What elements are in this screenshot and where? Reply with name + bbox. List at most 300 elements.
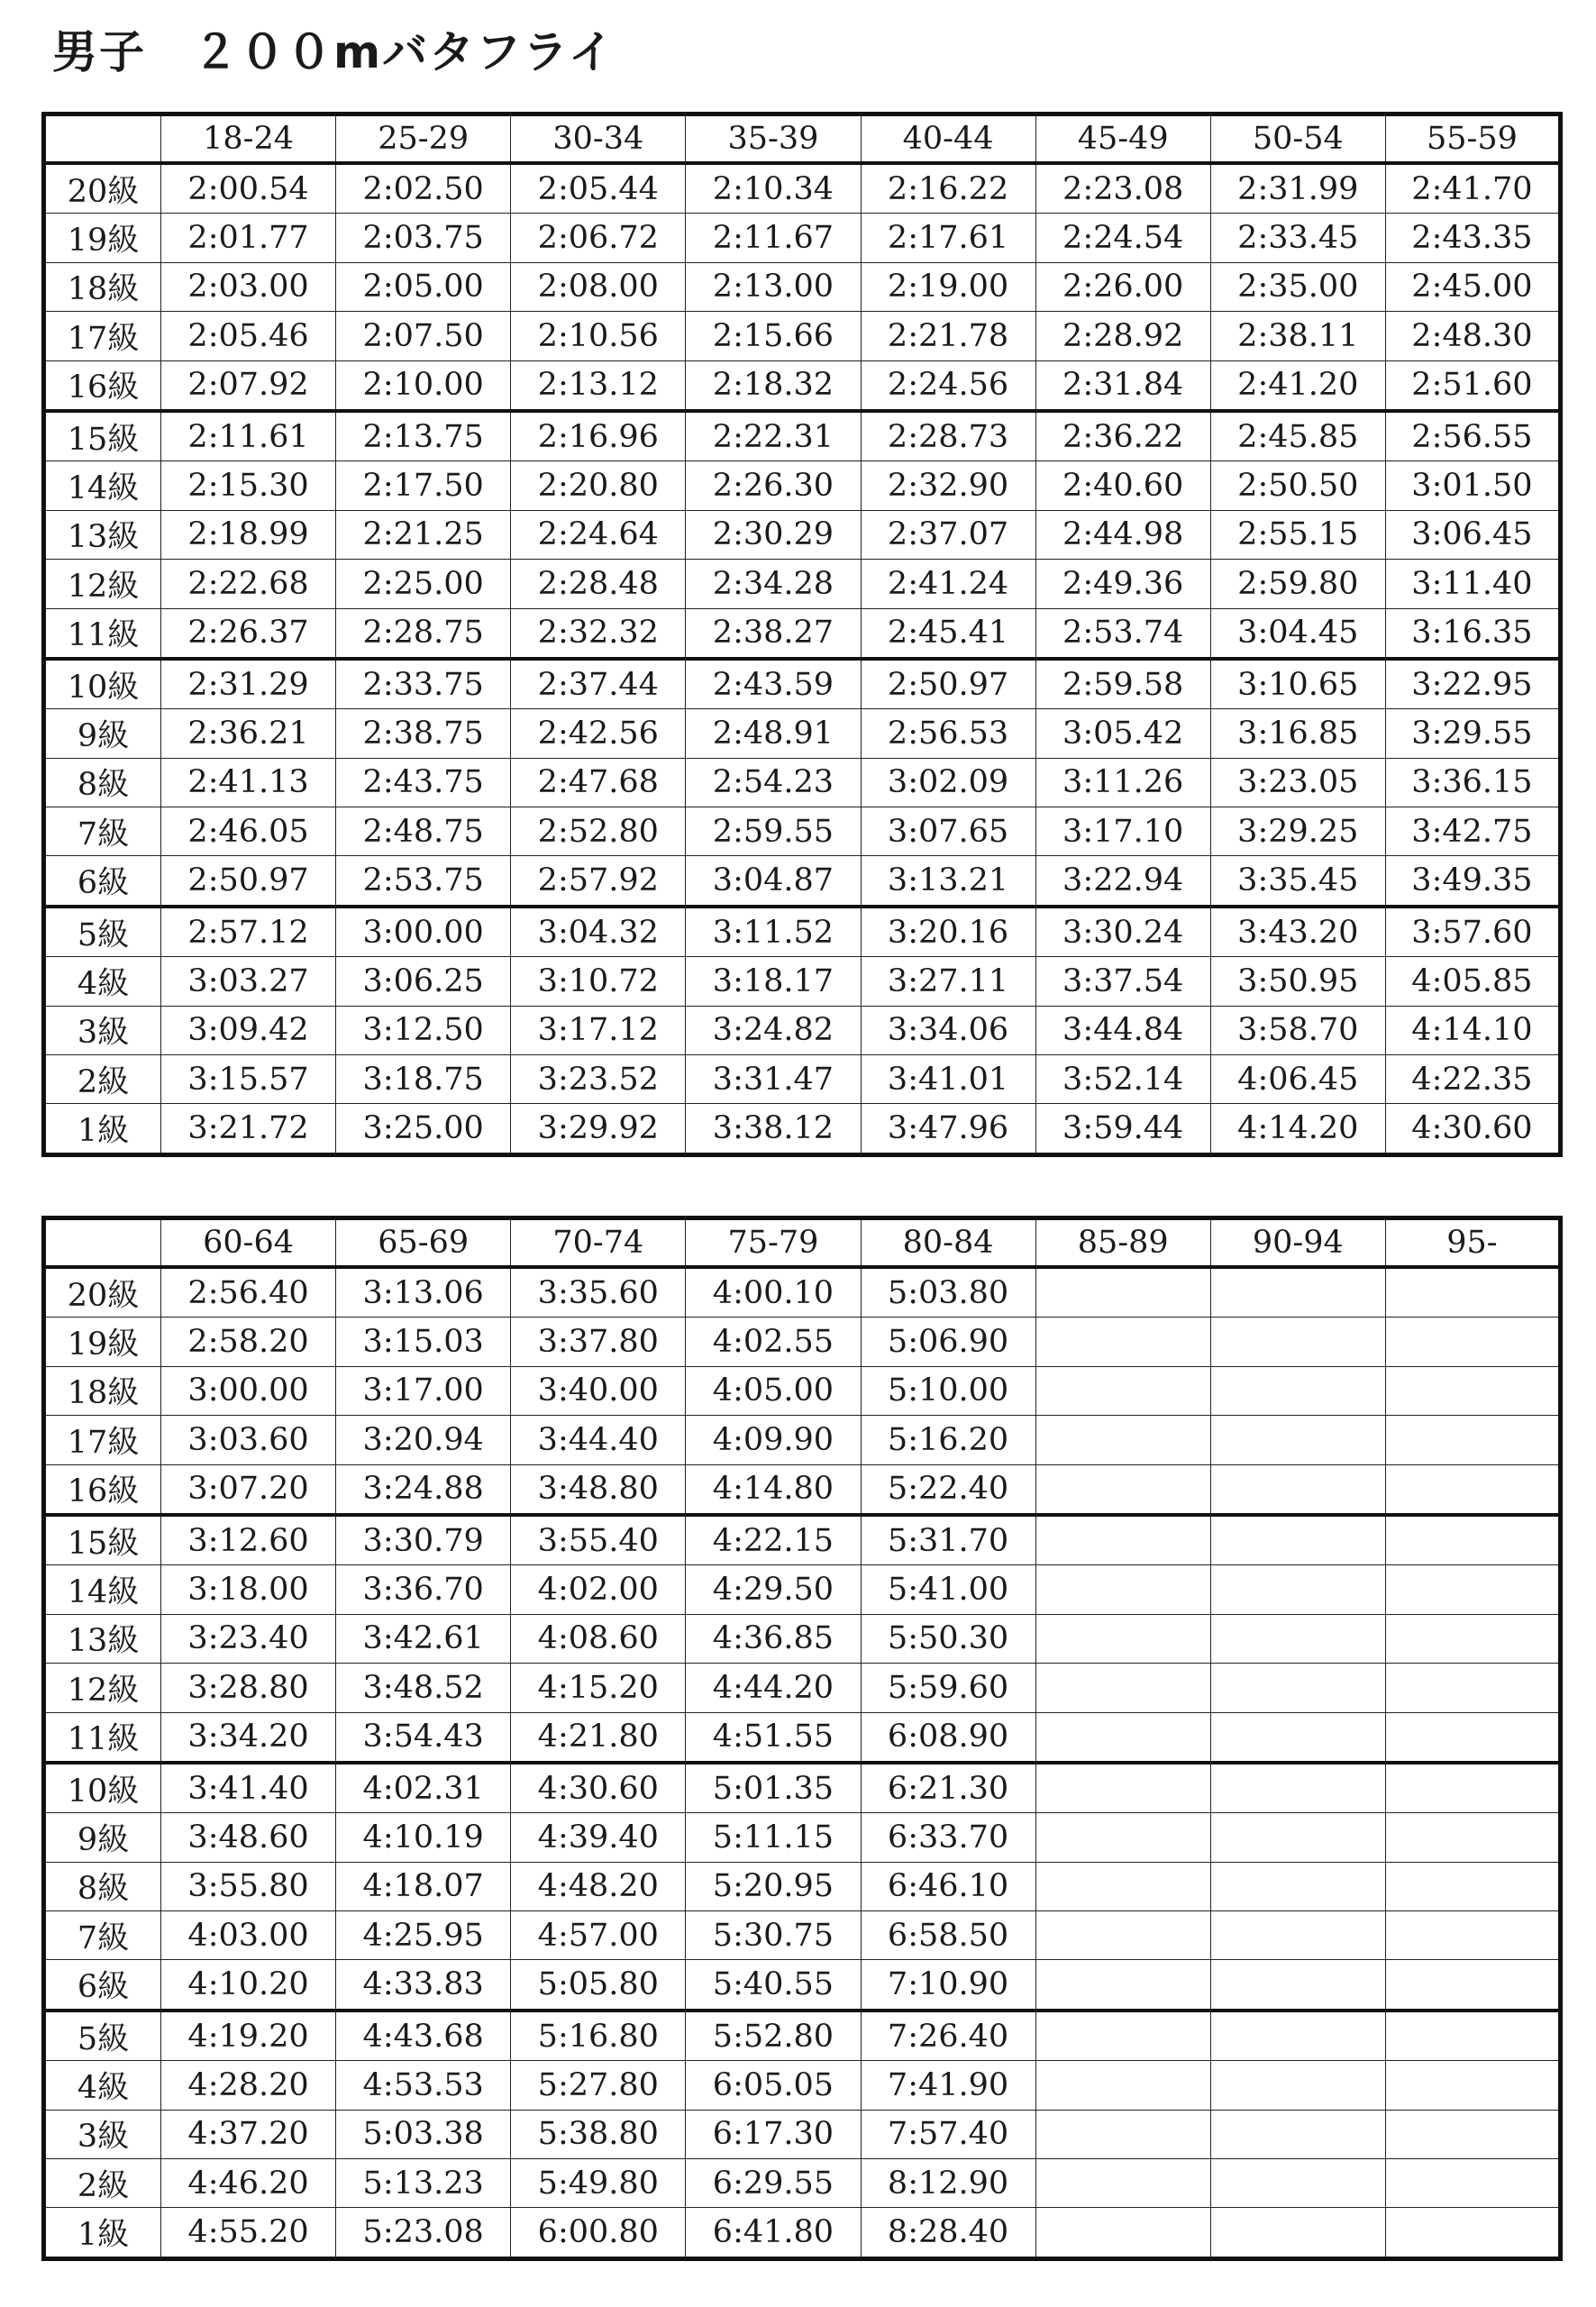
- time-cell: 2:15.66: [686, 312, 861, 360]
- time-cell: 2:31.99: [1210, 163, 1385, 214]
- time-cell: 2:45.85: [1210, 411, 1385, 461]
- time-cell: 3:29.25: [1210, 807, 1385, 856]
- age-group-header: 30-34: [511, 114, 686, 164]
- time-cell: 5:10.00: [861, 1366, 1035, 1415]
- grade-label: 10級: [44, 659, 161, 709]
- time-cell: 3:35.60: [511, 1267, 686, 1318]
- time-cell: [1035, 1565, 1210, 1614]
- time-cell: 2:38.75: [336, 709, 511, 758]
- time-cell: 3:12.50: [336, 1006, 511, 1054]
- time-cell: 2:20.80: [511, 461, 686, 510]
- time-cell: [1210, 1960, 1385, 2011]
- time-cell: 4:46.20: [161, 2159, 336, 2208]
- time-cell: 2:56.40: [161, 1267, 336, 1318]
- table-row: [44, 957, 1561, 1006]
- table-row: [44, 1055, 1561, 1104]
- time-cell: 2:50.97: [861, 659, 1035, 709]
- table-row: [44, 2159, 1561, 2208]
- time-cell: 2:42.56: [511, 709, 686, 758]
- time-cell: 2:13.12: [511, 360, 686, 411]
- time-cell: [1035, 1416, 1210, 1464]
- table-row: [44, 2061, 1561, 2110]
- time-cell: 2:38.11: [1210, 312, 1385, 360]
- time-cell: 2:00.54: [161, 163, 336, 214]
- time-cell: 6:21.30: [861, 1763, 1035, 1813]
- time-cell: 3:17.12: [511, 1006, 686, 1054]
- grade-label: 20級: [44, 163, 161, 214]
- grade-label: 15級: [44, 1515, 161, 1565]
- grade-label: 19級: [44, 1318, 161, 1366]
- time-cell: 2:25.00: [336, 560, 511, 608]
- time-cell: 4:09.90: [686, 1416, 861, 1464]
- time-cell: 3:24.88: [336, 1464, 511, 1515]
- grade-label: 14級: [44, 461, 161, 510]
- time-cell: 3:25.00: [336, 1104, 511, 1154]
- time-cell: [1035, 1318, 1210, 1366]
- time-cell: 3:44.40: [511, 1416, 686, 1464]
- time-cell: 4:51.55: [686, 1712, 861, 1763]
- time-cell: 3:04.32: [511, 907, 686, 957]
- time-cell: [1385, 2110, 1560, 2158]
- time-cell: 3:15.03: [336, 1318, 511, 1366]
- time-cell: 3:02.09: [861, 758, 1035, 807]
- time-cell: 3:41.01: [861, 1055, 1035, 1104]
- table-row: [44, 360, 1561, 411]
- time-cell: 2:06.72: [511, 214, 686, 262]
- time-cell: [1035, 1862, 1210, 1910]
- time-cell: 3:29.92: [511, 1104, 686, 1154]
- time-cell: 3:21.72: [161, 1104, 336, 1154]
- time-cell: 4:44.20: [686, 1664, 861, 1712]
- time-cell: 2:45.41: [861, 608, 1035, 659]
- time-cell: 5:13.23: [336, 2159, 511, 2208]
- time-cell: 4:48.20: [511, 1862, 686, 1910]
- time-cell: 4:57.00: [511, 1911, 686, 1960]
- table-row: [44, 1366, 1561, 1415]
- time-cell: 2:49.36: [1035, 560, 1210, 608]
- time-cell: 4:37.20: [161, 2110, 336, 2158]
- time-cell: 2:11.67: [686, 214, 861, 262]
- time-cell: 3:11.26: [1035, 758, 1210, 807]
- time-cell: 5:40.55: [686, 1960, 861, 2011]
- time-cell: [1385, 2061, 1560, 2110]
- time-cell: 2:10.56: [511, 312, 686, 360]
- time-cell: 6:00.80: [511, 2208, 686, 2258]
- time-cell: [1210, 1862, 1385, 1910]
- time-cell: 5:01.35: [686, 1763, 861, 1813]
- table-row: [44, 2110, 1561, 2158]
- grade-label: 1級: [44, 2208, 161, 2258]
- time-cell: 3:48.60: [161, 1813, 336, 1862]
- age-group-header: 25-29: [336, 114, 511, 164]
- time-cell: 5:27.80: [511, 2061, 686, 2110]
- time-cell: 2:34.28: [686, 560, 861, 608]
- time-cell: 2:18.99: [161, 510, 336, 559]
- grade-label: 6級: [44, 856, 161, 907]
- time-cell: [1210, 1267, 1385, 1318]
- time-cell: [1210, 1515, 1385, 1565]
- table-row: [44, 659, 1561, 709]
- time-cell: 2:26.37: [161, 608, 336, 659]
- time-cell: 2:08.00: [511, 262, 686, 311]
- time-cell: [1210, 1464, 1385, 1515]
- header-row: [44, 114, 1561, 164]
- time-cell: 3:16.85: [1210, 709, 1385, 758]
- time-cell: 2:10.00: [336, 360, 511, 411]
- time-cell: 5:22.40: [861, 1464, 1035, 1515]
- grade-label: 17級: [44, 1416, 161, 1464]
- time-cell: [1035, 1366, 1210, 1415]
- time-cell: 3:57.60: [1385, 907, 1560, 957]
- grade-label: 3級: [44, 1006, 161, 1054]
- time-cell: 2:43.75: [336, 758, 511, 807]
- time-cell: 2:47.68: [511, 758, 686, 807]
- table-row: [44, 1006, 1561, 1054]
- time-cell: 2:13.00: [686, 262, 861, 311]
- age-group-header: 75-79: [686, 1218, 861, 1268]
- age-group-header: 85-89: [1035, 1218, 1210, 1268]
- time-cell: 4:14.20: [1210, 1104, 1385, 1154]
- time-cell: 3:11.52: [686, 907, 861, 957]
- time-cell: [1035, 2159, 1210, 2208]
- age-group-header: 40-44: [861, 114, 1035, 164]
- time-cell: 3:27.11: [861, 957, 1035, 1006]
- time-cell: 2:17.50: [336, 461, 511, 510]
- time-cell: 5:41.00: [861, 1565, 1035, 1614]
- time-cell: 3:37.80: [511, 1318, 686, 1366]
- time-cell: 2:26.00: [1035, 262, 1210, 311]
- time-cell: 4:29.50: [686, 1565, 861, 1614]
- time-cell: 2:26.30: [686, 461, 861, 510]
- time-cell: 4:15.20: [511, 1664, 686, 1712]
- time-cell: 7:26.40: [861, 2011, 1035, 2061]
- time-cell: 5:06.90: [861, 1318, 1035, 1366]
- time-cell: 3:48.52: [336, 1664, 511, 1712]
- time-cell: [1035, 1813, 1210, 1862]
- time-cell: 6:33.70: [861, 1813, 1035, 1862]
- table-row: [44, 214, 1561, 262]
- time-cell: 2:24.64: [511, 510, 686, 559]
- grade-label: 18級: [44, 262, 161, 311]
- corner-cell: [44, 114, 161, 164]
- table-row: [44, 1813, 1561, 1862]
- time-cell: 3:05.42: [1035, 709, 1210, 758]
- time-cell: 2:56.55: [1385, 411, 1560, 461]
- time-cell: 6:58.50: [861, 1911, 1035, 1960]
- time-cell: 2:24.54: [1035, 214, 1210, 262]
- time-cell: 2:57.12: [161, 907, 336, 957]
- grade-label: 12級: [44, 560, 161, 608]
- time-cell: 2:38.27: [686, 608, 861, 659]
- time-cell: 3:06.25: [336, 957, 511, 1006]
- time-cell: 3:28.80: [161, 1664, 336, 1712]
- time-cell: 2:41.70: [1385, 163, 1560, 214]
- table-row: [44, 1565, 1561, 1614]
- time-cell: 5:16.20: [861, 1416, 1035, 1464]
- grade-label: 7級: [44, 1911, 161, 1960]
- time-cell: 5:05.80: [511, 1960, 686, 2011]
- time-cell: 3:03.27: [161, 957, 336, 1006]
- time-cell: [1210, 1763, 1385, 1813]
- grade-label: 9級: [44, 1813, 161, 1862]
- time-cell: 5:03.80: [861, 1267, 1035, 1318]
- grade-label: 18級: [44, 1366, 161, 1415]
- time-cell: 2:53.74: [1035, 608, 1210, 659]
- table-row: [44, 1515, 1561, 1565]
- age-group-header: 35-39: [686, 114, 861, 164]
- time-cell: 2:03.00: [161, 262, 336, 311]
- age-group-header: 60-64: [161, 1218, 336, 1268]
- time-cell: 3:48.80: [511, 1464, 686, 1515]
- grade-table-18-59: [41, 112, 1563, 1157]
- time-cell: 3:54.43: [336, 1712, 511, 1763]
- time-cell: 4:39.40: [511, 1813, 686, 1862]
- time-cell: 2:45.00: [1385, 262, 1560, 311]
- time-cell: 5:59.60: [861, 1664, 1035, 1712]
- table-row: [44, 1664, 1561, 1712]
- time-cell: [1210, 1712, 1385, 1763]
- time-cell: 3:13.21: [861, 856, 1035, 907]
- time-cell: 3:18.00: [161, 1565, 336, 1614]
- grade-label: 16級: [44, 360, 161, 411]
- time-cell: 3:29.55: [1385, 709, 1560, 758]
- time-cell: 5:20.95: [686, 1862, 861, 1910]
- time-cell: [1385, 1813, 1560, 1862]
- time-cell: 2:28.75: [336, 608, 511, 659]
- table-row: [44, 907, 1561, 957]
- time-cell: 2:28.92: [1035, 312, 1210, 360]
- time-cell: 3:41.40: [161, 1763, 336, 1813]
- time-cell: 3:16.35: [1385, 608, 1560, 659]
- grade-label: 2級: [44, 2159, 161, 2208]
- age-group-header: 55-59: [1385, 114, 1560, 164]
- table-row: [44, 1104, 1561, 1154]
- grade-table-60-plus: [41, 1216, 1563, 2261]
- time-cell: 3:06.45: [1385, 510, 1560, 559]
- time-cell: 2:24.56: [861, 360, 1035, 411]
- time-cell: [1385, 2159, 1560, 2208]
- time-cell: [1035, 1712, 1210, 1763]
- time-cell: 3:22.94: [1035, 856, 1210, 907]
- grade-label: 12級: [44, 1664, 161, 1712]
- grade-label: 13級: [44, 510, 161, 559]
- table-row: [44, 1712, 1561, 1763]
- time-cell: 8:28.40: [861, 2208, 1035, 2258]
- time-cell: 2:43.35: [1385, 214, 1560, 262]
- time-cell: 3:23.40: [161, 1614, 336, 1663]
- time-cell: 3:17.10: [1035, 807, 1210, 856]
- time-cell: 4:05.00: [686, 1366, 861, 1415]
- time-cell: 2:51.60: [1385, 360, 1560, 411]
- time-cell: 7:41.90: [861, 2061, 1035, 2110]
- time-cell: 3:10.72: [511, 957, 686, 1006]
- time-cell: 3:31.47: [686, 1055, 861, 1104]
- grade-label: 9級: [44, 709, 161, 758]
- time-cell: 2:03.75: [336, 214, 511, 262]
- table-row: [44, 1614, 1561, 1663]
- time-cell: 3:42.61: [336, 1614, 511, 1663]
- time-cell: 2:16.22: [861, 163, 1035, 214]
- table-row: [44, 163, 1561, 214]
- time-cell: [1210, 1565, 1385, 1614]
- time-cell: [1210, 2061, 1385, 2110]
- time-cell: 4:08.60: [511, 1614, 686, 1663]
- table-row: [44, 411, 1561, 461]
- table-row: [44, 1862, 1561, 1910]
- time-cell: 3:42.75: [1385, 807, 1560, 856]
- time-cell: 2:02.50: [336, 163, 511, 214]
- time-cell: 5:31.70: [861, 1515, 1035, 1565]
- time-cell: 2:05.44: [511, 163, 686, 214]
- time-cell: 2:41.24: [861, 560, 1035, 608]
- time-cell: 5:03.38: [336, 2110, 511, 2158]
- time-cell: 4:05.85: [1385, 957, 1560, 1006]
- time-cell: 2:22.68: [161, 560, 336, 608]
- time-cell: 2:32.90: [861, 461, 1035, 510]
- time-cell: 6:05.05: [686, 2061, 861, 2110]
- table-row: [44, 608, 1561, 659]
- time-cell: 4:22.35: [1385, 1055, 1560, 1104]
- time-cell: [1210, 2208, 1385, 2258]
- time-cell: 3:37.54: [1035, 957, 1210, 1006]
- age-group-header: 18-24: [161, 114, 336, 164]
- time-cell: 4:22.15: [686, 1515, 861, 1565]
- time-cell: 2:17.61: [861, 214, 1035, 262]
- time-cell: 5:52.80: [686, 2011, 861, 2061]
- grade-label: 16級: [44, 1464, 161, 1515]
- time-cell: 3:03.60: [161, 1416, 336, 1464]
- table-row: [44, 1911, 1561, 1960]
- time-cell: 3:10.65: [1210, 659, 1385, 709]
- time-cell: 6:17.30: [686, 2110, 861, 2158]
- time-cell: 4:30.60: [1385, 1104, 1560, 1154]
- time-cell: 2:19.00: [861, 262, 1035, 311]
- time-cell: [1385, 1862, 1560, 1910]
- time-cell: 3:52.14: [1035, 1055, 1210, 1104]
- table-row: [44, 560, 1561, 608]
- grade-label: 6級: [44, 1960, 161, 2011]
- time-cell: [1385, 1960, 1560, 2011]
- time-cell: [1385, 1614, 1560, 1663]
- time-cell: 2:48.91: [686, 709, 861, 758]
- grade-label: 17級: [44, 312, 161, 360]
- grade-label: 2級: [44, 1055, 161, 1104]
- grade-label: 11級: [44, 1712, 161, 1763]
- time-cell: 2:01.77: [161, 214, 336, 262]
- time-cell: 4:02.31: [336, 1763, 511, 1813]
- page-title: 男子 ２００mバタフライ: [52, 26, 616, 78]
- time-cell: [1035, 2208, 1210, 2258]
- time-cell: 2:57.92: [511, 856, 686, 907]
- time-cell: [1385, 2208, 1560, 2258]
- time-cell: 3:24.82: [686, 1006, 861, 1054]
- time-cell: 3:40.00: [511, 1366, 686, 1415]
- time-cell: 3:38.12: [686, 1104, 861, 1154]
- time-cell: 2:37.44: [511, 659, 686, 709]
- age-group-header: 50-54: [1210, 114, 1385, 164]
- time-cell: 2:16.96: [511, 411, 686, 461]
- time-cell: 3:13.06: [336, 1267, 511, 1318]
- time-cell: 3:20.94: [336, 1416, 511, 1464]
- time-cell: 3:47.96: [861, 1104, 1035, 1154]
- corner-cell: [44, 1218, 161, 1268]
- table-row: [44, 461, 1561, 510]
- time-cell: 2:59.80: [1210, 560, 1385, 608]
- grade-label: 7級: [44, 807, 161, 856]
- time-cell: 3:43.20: [1210, 907, 1385, 957]
- time-cell: [1385, 1565, 1560, 1614]
- table-row: [44, 856, 1561, 907]
- time-cell: 3:07.20: [161, 1464, 336, 1515]
- table-row: [44, 758, 1561, 807]
- time-cell: 3:17.00: [336, 1366, 511, 1415]
- time-cell: 3:34.20: [161, 1712, 336, 1763]
- table-row: [44, 2208, 1561, 2258]
- grade-label: 15級: [44, 411, 161, 461]
- age-group-header: 95-: [1385, 1218, 1560, 1268]
- time-cell: 5:49.80: [511, 2159, 686, 2208]
- grade-label: 1級: [44, 1104, 161, 1154]
- time-cell: 4:02.00: [511, 1565, 686, 1614]
- time-cell: [1385, 1267, 1560, 1318]
- time-cell: [1035, 2011, 1210, 2061]
- grade-label: 10級: [44, 1763, 161, 1813]
- time-cell: 2:43.59: [686, 659, 861, 709]
- time-cell: 4:19.20: [161, 2011, 336, 2061]
- time-cell: 4:28.20: [161, 2061, 336, 2110]
- time-cell: [1385, 1318, 1560, 1366]
- table-row: [44, 1416, 1561, 1464]
- table-row: [44, 510, 1561, 559]
- time-cell: 3:50.95: [1210, 957, 1385, 1006]
- time-cell: 2:48.75: [336, 807, 511, 856]
- time-cell: 2:59.55: [686, 807, 861, 856]
- time-cell: 3:30.24: [1035, 907, 1210, 957]
- time-cell: [1210, 1614, 1385, 1663]
- time-cell: 2:50.97: [161, 856, 336, 907]
- time-cell: 5:11.15: [686, 1813, 861, 1862]
- time-cell: 2:11.61: [161, 411, 336, 461]
- table-row: [44, 1464, 1561, 1515]
- time-cell: [1035, 1614, 1210, 1663]
- time-cell: 3:23.52: [511, 1055, 686, 1104]
- time-cell: 3:36.15: [1385, 758, 1560, 807]
- time-cell: 8:12.90: [861, 2159, 1035, 2208]
- grade-label: 3級: [44, 2110, 161, 2158]
- time-cell: [1210, 1318, 1385, 1366]
- time-cell: 6:08.90: [861, 1712, 1035, 1763]
- time-cell: 3:35.45: [1210, 856, 1385, 907]
- grade-label: 4級: [44, 2061, 161, 2110]
- time-cell: 2:37.07: [861, 510, 1035, 559]
- time-cell: 2:15.30: [161, 461, 336, 510]
- time-cell: [1210, 1813, 1385, 1862]
- time-cell: 2:35.00: [1210, 262, 1385, 311]
- grade-label: 8級: [44, 1862, 161, 1910]
- grade-label: 11級: [44, 608, 161, 659]
- time-cell: 3:59.44: [1035, 1104, 1210, 1154]
- time-cell: 3:44.84: [1035, 1006, 1210, 1054]
- time-cell: [1210, 1911, 1385, 1960]
- time-cell: 2:36.22: [1035, 411, 1210, 461]
- time-cell: 2:46.05: [161, 807, 336, 856]
- time-cell: 2:40.60: [1035, 461, 1210, 510]
- time-cell: 7:10.90: [861, 1960, 1035, 2011]
- time-cell: 2:48.30: [1385, 312, 1560, 360]
- time-cell: 4:06.45: [1210, 1055, 1385, 1104]
- time-cell: [1385, 1763, 1560, 1813]
- time-cell: 2:30.29: [686, 510, 861, 559]
